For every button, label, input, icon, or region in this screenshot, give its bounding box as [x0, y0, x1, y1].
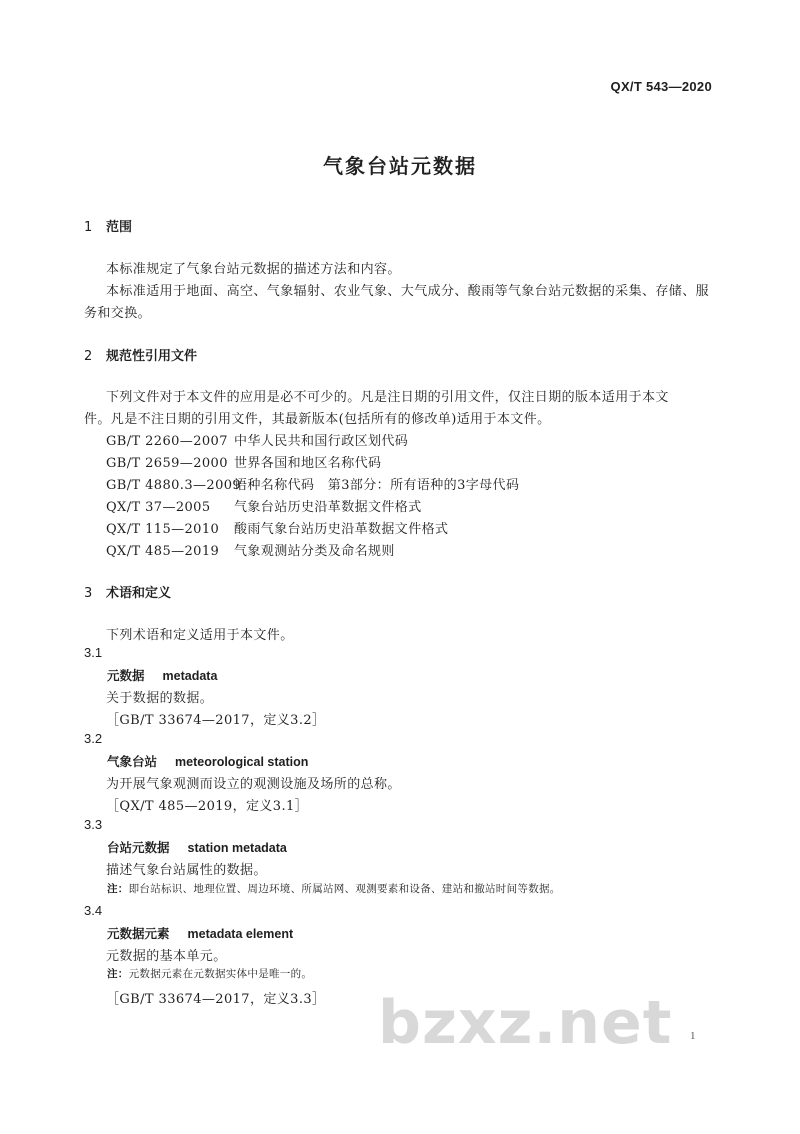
- paragraph-continuation: 件。凡是不注日期的引用文件，其最新版本(包括所有的修改单)适用于本文件。: [84, 412, 551, 427]
- section-number: 1: [84, 220, 93, 235]
- term-zh: 元数据: [107, 668, 145, 683]
- document-title: 气象台站元数据: [323, 154, 477, 178]
- term-definition: 描述气象台站属性的数据。: [106, 863, 267, 878]
- paragraph-continuation: 务和交换。: [84, 306, 152, 321]
- paragraph: 本标准规定了气象台站元数据的描述方法和内容。: [106, 262, 401, 277]
- reference-item: [106, 430, 408, 449]
- section-title: 范围: [106, 220, 133, 235]
- term-en: meteorological station: [175, 755, 309, 769]
- standard-code: QX/T 543—2020: [610, 79, 712, 94]
- section-3-heading: [84, 582, 171, 601]
- term-note: [107, 881, 561, 896]
- term-note: [107, 966, 312, 981]
- note-text: 元数据元素在元数据实体中是唯一的。: [128, 968, 313, 980]
- reference-item: [106, 474, 519, 493]
- term-source: ［GB/T 33674—2017，定义3.3］: [106, 992, 326, 1007]
- note-label: 注：: [107, 883, 129, 895]
- reference-code: QX/T 485—2019: [106, 544, 220, 559]
- term-en: metadata: [162, 669, 218, 683]
- reference-item: [106, 540, 395, 559]
- term-number: 3.2: [84, 731, 103, 746]
- term-en: station metadata: [187, 841, 287, 855]
- reference-name: 酸雨气象台站历史沿革数据文件格式: [234, 522, 449, 537]
- term-source: ［GB/T 33674—2017，定义3.2］: [106, 713, 326, 728]
- term-zh: 气象台站: [107, 754, 158, 769]
- term-heading: [107, 838, 287, 856]
- term-heading: [107, 666, 217, 684]
- term-number: 3.1: [84, 645, 103, 660]
- reference-name: 世界各国和地区名称代码: [234, 456, 382, 471]
- reference-item: [106, 518, 448, 537]
- paragraph: 下列文件对于本文件的应用是必不可少的。凡是注日期的引用文件，仅注日期的版本适用于本文: [106, 390, 669, 405]
- reference-name: 气象台站历史沿革数据文件格式: [234, 500, 422, 515]
- paragraph: 下列术语和定义适用于本文件。: [106, 628, 294, 643]
- term-heading: [107, 752, 308, 770]
- paragraph: 本标准适用于地面、高空、气象辐射、农业气象、大气成分、酸雨等气象台站元数据的采集、存储、服: [106, 284, 710, 299]
- reference-name: 气象观测站分类及命名规则: [234, 544, 395, 559]
- note-label: 注：: [107, 968, 129, 980]
- reference-code: GB/T 2659—2000: [106, 456, 228, 471]
- reference-name: 中华人民共和国行政区划代码: [234, 434, 409, 449]
- reference-item: [106, 496, 422, 515]
- reference-item: [106, 452, 381, 471]
- reference-name: 语种名称代码 第3部分：所有语种的3字母代码: [234, 478, 520, 493]
- section-title: 规范性引用文件: [106, 349, 198, 364]
- note-text: 即台站标识、地理位置、周边环境、所属站网、观测要素和设备、建站和撤站时间等数据。: [128, 883, 561, 895]
- term-heading: [107, 924, 293, 942]
- reference-code: QX/T 115—2010: [106, 522, 220, 537]
- reference-code: QX/T 37—2005: [106, 500, 211, 515]
- term-zh: 元数据元素: [107, 926, 170, 941]
- section-2-heading: [84, 345, 197, 364]
- term-en: metadata element: [187, 927, 294, 941]
- term-number: 3.3: [84, 817, 103, 832]
- term-definition: 元数据的基本单元。: [106, 949, 227, 964]
- term-source: ［QX/T 485—2019，定义3.1］: [106, 799, 309, 814]
- page-number: 1: [690, 1030, 696, 1042]
- term-number: 3.4: [84, 903, 103, 918]
- term-definition: 为开展气象观测而设立的观测设施及场所的总称。: [106, 777, 401, 792]
- section-number: 3: [84, 586, 93, 601]
- section-number: 2: [84, 349, 93, 364]
- section-title: 术语和定义: [106, 586, 172, 601]
- term-zh: 台站元数据: [107, 840, 170, 855]
- reference-code: GB/T 2260—2007: [106, 434, 228, 449]
- watermark: bzxz.net: [378, 988, 673, 1058]
- section-1-heading: [84, 216, 132, 235]
- term-definition: 关于数据的数据。: [106, 691, 214, 706]
- reference-code: GB/T 4880.3—2009: [106, 478, 242, 493]
